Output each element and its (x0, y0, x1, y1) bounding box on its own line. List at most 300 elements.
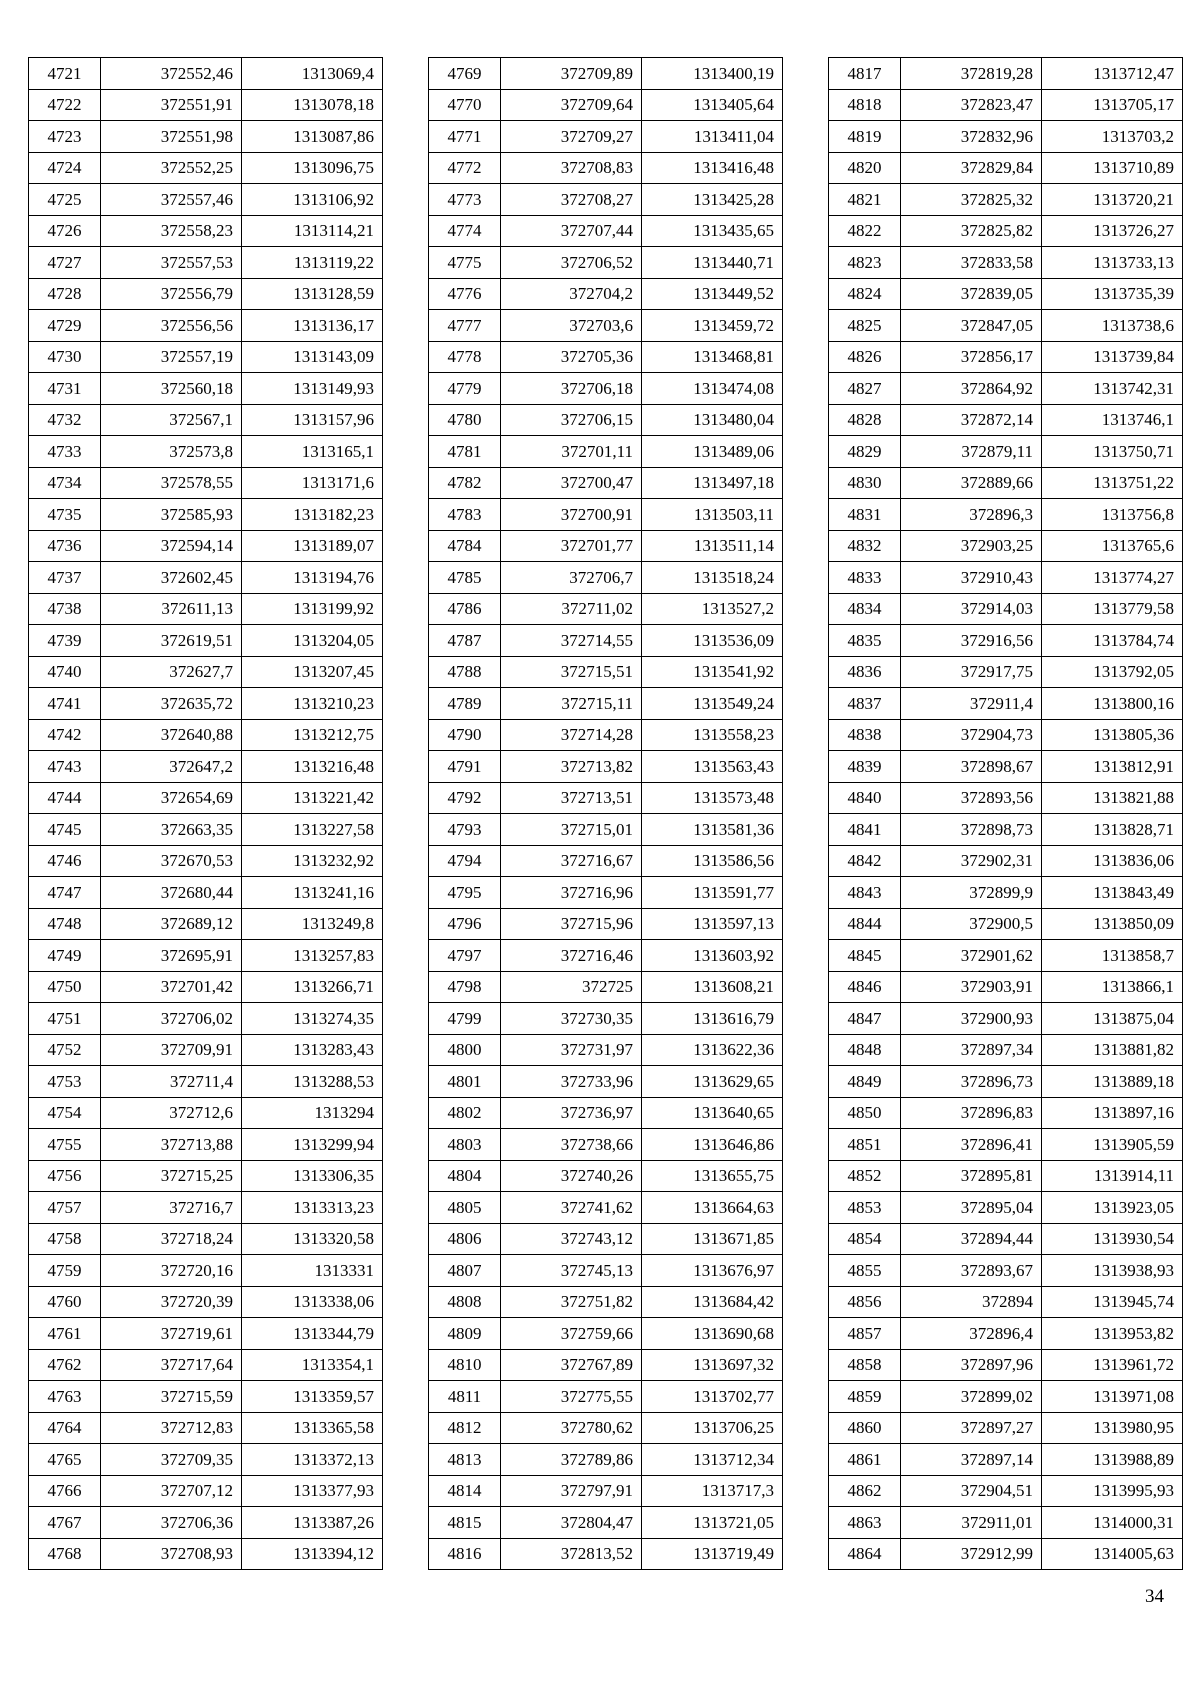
x-coordinate-cell: 372715,11 (501, 688, 642, 720)
point-number-cell: 4788 (429, 656, 501, 688)
y-coordinate-cell: 1313905,59 (1042, 1129, 1183, 1161)
point-number-cell: 4800 (429, 1034, 501, 1066)
table-row (429, 89, 783, 121)
point-number-cell: 4772 (429, 152, 501, 184)
x-coordinate-cell: 372715,25 (101, 1160, 242, 1192)
table-row (429, 877, 783, 909)
x-coordinate-cell: 372706,7 (501, 562, 642, 594)
y-coordinate-cell: 1313640,65 (642, 1097, 783, 1129)
x-coordinate-cell: 372718,24 (101, 1223, 242, 1255)
x-coordinate-cell: 372897,96 (901, 1349, 1042, 1381)
table-row (829, 152, 1183, 184)
table-row (429, 184, 783, 216)
table-row (829, 1255, 1183, 1287)
table-row (829, 1538, 1183, 1570)
y-coordinate-cell: 1313945,74 (1042, 1286, 1183, 1318)
y-coordinate-cell: 1313257,83 (242, 940, 383, 972)
table-row (429, 1349, 783, 1381)
point-number-cell: 4814 (429, 1475, 501, 1507)
table-row (29, 1381, 383, 1413)
point-number-cell: 4789 (429, 688, 501, 720)
table-row (29, 719, 383, 751)
point-number-cell: 4791 (429, 751, 501, 783)
table-row (29, 152, 383, 184)
point-number-cell: 4766 (29, 1475, 101, 1507)
y-coordinate-cell: 1313608,21 (642, 971, 783, 1003)
y-coordinate-cell: 1313338,06 (242, 1286, 383, 1318)
y-coordinate-cell: 1313676,97 (642, 1255, 783, 1287)
x-coordinate-cell: 372707,44 (501, 215, 642, 247)
y-coordinate-cell: 1313194,76 (242, 562, 383, 594)
y-coordinate-cell: 1313751,22 (1042, 467, 1183, 499)
point-number-cell: 4861 (829, 1444, 901, 1476)
point-number-cell: 4799 (429, 1003, 501, 1035)
x-coordinate-cell: 372912,99 (901, 1538, 1042, 1570)
coordinate-table-2 (428, 57, 783, 1570)
x-coordinate-cell: 372894 (901, 1286, 1042, 1318)
x-coordinate-cell: 372879,11 (901, 436, 1042, 468)
y-coordinate-cell: 1313480,04 (642, 404, 783, 436)
x-coordinate-cell: 372856,17 (901, 341, 1042, 373)
y-coordinate-cell: 1313739,84 (1042, 341, 1183, 373)
y-coordinate-cell: 1313354,1 (242, 1349, 383, 1381)
table-row (29, 467, 383, 499)
table-row (29, 625, 383, 657)
x-coordinate-cell: 372730,35 (501, 1003, 642, 1035)
y-coordinate-cell: 1313721,05 (642, 1507, 783, 1539)
x-coordinate-cell: 372654,69 (101, 782, 242, 814)
x-coordinate-cell: 372720,16 (101, 1255, 242, 1287)
x-coordinate-cell: 372701,77 (501, 530, 642, 562)
x-coordinate-cell: 372711,4 (101, 1066, 242, 1098)
y-coordinate-cell: 1313779,58 (1042, 593, 1183, 625)
y-coordinate-cell: 1313671,85 (642, 1223, 783, 1255)
x-coordinate-cell: 372627,7 (101, 656, 242, 688)
point-number-cell: 4801 (429, 1066, 501, 1098)
point-number-cell: 4744 (29, 782, 101, 814)
table-row (429, 688, 783, 720)
y-coordinate-cell: 1313655,75 (642, 1160, 783, 1192)
y-coordinate-cell: 1313563,43 (642, 751, 783, 783)
y-coordinate-cell: 1313646,86 (642, 1129, 783, 1161)
x-coordinate-cell: 372897,14 (901, 1444, 1042, 1476)
x-coordinate-cell: 372700,47 (501, 467, 642, 499)
x-coordinate-cell: 372829,84 (901, 152, 1042, 184)
y-coordinate-cell: 1313953,82 (1042, 1318, 1183, 1350)
point-number-cell: 4734 (29, 467, 101, 499)
y-coordinate-cell: 1313792,05 (1042, 656, 1183, 688)
y-coordinate-cell: 1313227,58 (242, 814, 383, 846)
table-row (829, 310, 1183, 342)
x-coordinate-cell: 372898,73 (901, 814, 1042, 846)
table-row (829, 184, 1183, 216)
table-row (829, 1034, 1183, 1066)
y-coordinate-cell: 1313961,72 (1042, 1349, 1183, 1381)
y-coordinate-cell: 1313800,16 (1042, 688, 1183, 720)
point-number-cell: 4806 (429, 1223, 501, 1255)
x-coordinate-cell: 372833,58 (901, 247, 1042, 279)
point-number-cell: 4765 (29, 1444, 101, 1476)
point-number-cell: 4748 (29, 908, 101, 940)
y-coordinate-cell: 1313889,18 (1042, 1066, 1183, 1098)
x-coordinate-cell: 372902,31 (901, 845, 1042, 877)
y-coordinate-cell: 1313497,18 (642, 467, 783, 499)
y-coordinate-cell: 1313750,71 (1042, 436, 1183, 468)
y-coordinate-cell: 1313171,6 (242, 467, 383, 499)
point-number-cell: 4746 (29, 845, 101, 877)
table-row (829, 593, 1183, 625)
table-row (29, 1066, 383, 1098)
y-coordinate-cell: 1313266,71 (242, 971, 383, 1003)
point-number-cell: 4842 (829, 845, 901, 877)
table-row (29, 1475, 383, 1507)
point-number-cell: 4726 (29, 215, 101, 247)
x-coordinate-cell: 372689,12 (101, 908, 242, 940)
x-coordinate-cell: 372706,15 (501, 404, 642, 436)
point-number-cell: 4741 (29, 688, 101, 720)
point-number-cell: 4843 (829, 877, 901, 909)
x-coordinate-cell: 372557,46 (101, 184, 242, 216)
table-row (429, 971, 783, 1003)
x-coordinate-cell: 372717,64 (101, 1349, 242, 1381)
x-coordinate-cell: 372695,91 (101, 940, 242, 972)
x-coordinate-cell: 372804,47 (501, 1507, 642, 1539)
y-coordinate-cell: 1313511,14 (642, 530, 783, 562)
y-coordinate-cell: 1313923,05 (1042, 1192, 1183, 1224)
y-coordinate-cell: 1313746,1 (1042, 404, 1183, 436)
y-coordinate-cell: 1313459,72 (642, 310, 783, 342)
point-number-cell: 4804 (429, 1160, 501, 1192)
y-coordinate-cell: 1313182,23 (242, 499, 383, 531)
x-coordinate-cell: 372704,2 (501, 278, 642, 310)
point-number-cell: 4761 (29, 1318, 101, 1350)
table-row (829, 1097, 1183, 1129)
y-coordinate-cell: 1313216,48 (242, 751, 383, 783)
x-coordinate-cell: 372705,36 (501, 341, 642, 373)
x-coordinate-cell: 372670,53 (101, 845, 242, 877)
x-coordinate-cell: 372823,47 (901, 89, 1042, 121)
table-row (29, 184, 383, 216)
table-row (29, 1255, 383, 1287)
point-number-cell: 4841 (829, 814, 901, 846)
point-number-cell: 4853 (829, 1192, 901, 1224)
x-coordinate-cell: 372797,91 (501, 1475, 642, 1507)
x-coordinate-cell: 372751,82 (501, 1286, 642, 1318)
y-coordinate-cell: 1313114,21 (242, 215, 383, 247)
x-coordinate-cell: 372709,27 (501, 121, 642, 153)
point-number-cell: 4854 (829, 1223, 901, 1255)
point-number-cell: 4783 (429, 499, 501, 531)
y-coordinate-cell: 1313527,2 (642, 593, 783, 625)
y-coordinate-cell: 1313365,58 (242, 1412, 383, 1444)
point-number-cell: 4815 (429, 1507, 501, 1539)
table-row (429, 1286, 783, 1318)
x-coordinate-cell: 372903,91 (901, 971, 1042, 1003)
point-number-cell: 4860 (829, 1412, 901, 1444)
point-number-cell: 4728 (29, 278, 101, 310)
x-coordinate-cell: 372736,97 (501, 1097, 642, 1129)
x-coordinate-cell: 372716,67 (501, 845, 642, 877)
point-number-cell: 4802 (429, 1097, 501, 1129)
table-row (829, 877, 1183, 909)
table-row (429, 1507, 783, 1539)
y-coordinate-cell: 1313249,8 (242, 908, 383, 940)
point-number-cell: 4731 (29, 373, 101, 405)
table-row (429, 1475, 783, 1507)
y-coordinate-cell: 1313875,04 (1042, 1003, 1183, 1035)
x-coordinate-cell: 372703,6 (501, 310, 642, 342)
table-row (429, 278, 783, 310)
x-coordinate-cell: 372647,2 (101, 751, 242, 783)
y-coordinate-cell: 1313971,08 (1042, 1381, 1183, 1413)
point-number-cell: 4727 (29, 247, 101, 279)
point-number-cell: 4735 (29, 499, 101, 531)
table-row (829, 562, 1183, 594)
y-coordinate-cell: 1313359,57 (242, 1381, 383, 1413)
table-row (29, 877, 383, 909)
table-row (29, 1003, 383, 1035)
table-row (429, 814, 783, 846)
y-coordinate-cell: 1313331 (242, 1255, 383, 1287)
x-coordinate-cell: 372889,66 (901, 467, 1042, 499)
x-coordinate-cell: 372701,42 (101, 971, 242, 1003)
y-coordinate-cell: 1313435,65 (642, 215, 783, 247)
table-row (829, 751, 1183, 783)
point-number-cell: 4723 (29, 121, 101, 153)
table-row (829, 215, 1183, 247)
x-coordinate-cell: 372864,92 (901, 373, 1042, 405)
y-coordinate-cell: 1313703,2 (1042, 121, 1183, 153)
x-coordinate-cell: 372701,11 (501, 436, 642, 468)
x-coordinate-cell: 372716,7 (101, 1192, 242, 1224)
point-number-cell: 4838 (829, 719, 901, 751)
y-coordinate-cell: 1313096,75 (242, 152, 383, 184)
table-row (29, 373, 383, 405)
table-row (829, 719, 1183, 751)
table-row (829, 1003, 1183, 1035)
table-row (29, 215, 383, 247)
table-row (429, 751, 783, 783)
table-row (829, 845, 1183, 877)
point-number-cell: 4794 (429, 845, 501, 877)
table-row (429, 1034, 783, 1066)
y-coordinate-cell: 1313425,28 (642, 184, 783, 216)
x-coordinate-cell: 372917,75 (901, 656, 1042, 688)
x-coordinate-cell: 372911,01 (901, 1507, 1042, 1539)
y-coordinate-cell: 1313212,75 (242, 719, 383, 751)
point-number-cell: 4832 (829, 530, 901, 562)
table-row (29, 971, 383, 1003)
y-coordinate-cell: 1313306,35 (242, 1160, 383, 1192)
y-coordinate-cell: 1313199,92 (242, 593, 383, 625)
y-coordinate-cell: 1313710,89 (1042, 152, 1183, 184)
page-number: 34 (1145, 1586, 1164, 1607)
x-coordinate-cell: 372825,32 (901, 184, 1042, 216)
y-coordinate-cell: 1313165,1 (242, 436, 383, 468)
table-row (429, 58, 783, 90)
table-row (29, 1129, 383, 1161)
table-row (829, 625, 1183, 657)
point-number-cell: 4749 (29, 940, 101, 972)
point-number-cell: 4756 (29, 1160, 101, 1192)
table-row (29, 1507, 383, 1539)
table-row (429, 1318, 783, 1350)
point-number-cell: 4831 (829, 499, 901, 531)
y-coordinate-cell: 1313850,09 (1042, 908, 1183, 940)
x-coordinate-cell: 372573,8 (101, 436, 242, 468)
point-number-cell: 4811 (429, 1381, 501, 1413)
table-row (29, 1412, 383, 1444)
y-coordinate-cell: 1313489,06 (642, 436, 783, 468)
table-row (429, 341, 783, 373)
y-coordinate-cell: 1313733,13 (1042, 247, 1183, 279)
point-number-cell: 4773 (429, 184, 501, 216)
point-number-cell: 4828 (829, 404, 901, 436)
y-coordinate-cell: 1313726,27 (1042, 215, 1183, 247)
y-coordinate-cell: 1313394,12 (242, 1538, 383, 1570)
x-coordinate-cell: 372720,39 (101, 1286, 242, 1318)
table-row (429, 310, 783, 342)
point-number-cell: 4757 (29, 1192, 101, 1224)
point-number-cell: 4836 (829, 656, 901, 688)
table-row (829, 1192, 1183, 1224)
point-number-cell: 4743 (29, 751, 101, 783)
x-coordinate-cell: 372745,13 (501, 1255, 642, 1287)
y-coordinate-cell: 1313207,45 (242, 656, 383, 688)
point-number-cell: 4774 (429, 215, 501, 247)
x-coordinate-cell: 372740,26 (501, 1160, 642, 1192)
x-coordinate-cell: 372895,04 (901, 1192, 1042, 1224)
point-number-cell: 4747 (29, 877, 101, 909)
y-coordinate-cell: 1313573,48 (642, 782, 783, 814)
x-coordinate-cell: 372713,82 (501, 751, 642, 783)
y-coordinate-cell: 1313344,79 (242, 1318, 383, 1350)
point-number-cell: 4810 (429, 1349, 501, 1381)
table-row (829, 278, 1183, 310)
x-coordinate-cell: 372709,91 (101, 1034, 242, 1066)
point-number-cell: 4784 (429, 530, 501, 562)
table-row (429, 719, 783, 751)
table-row (429, 782, 783, 814)
table-row (429, 467, 783, 499)
point-number-cell: 4821 (829, 184, 901, 216)
table-row (29, 1444, 383, 1476)
point-number-cell: 4833 (829, 562, 901, 594)
point-number-cell: 4857 (829, 1318, 901, 1350)
table-row (829, 1349, 1183, 1381)
point-number-cell: 4753 (29, 1066, 101, 1098)
point-number-cell: 4770 (429, 89, 501, 121)
table-row (29, 121, 383, 153)
x-coordinate-cell: 372872,14 (901, 404, 1042, 436)
y-coordinate-cell: 1313221,42 (242, 782, 383, 814)
table-row (29, 1160, 383, 1192)
point-number-cell: 4825 (829, 310, 901, 342)
table-row (429, 373, 783, 405)
table-row (829, 1286, 1183, 1318)
point-number-cell: 4736 (29, 530, 101, 562)
x-coordinate-cell: 372900,93 (901, 1003, 1042, 1035)
table-row (29, 530, 383, 562)
point-number-cell: 4858 (829, 1349, 901, 1381)
point-number-cell: 4739 (29, 625, 101, 657)
y-coordinate-cell: 1313988,89 (1042, 1444, 1183, 1476)
x-coordinate-cell: 372706,02 (101, 1003, 242, 1035)
table-row (829, 940, 1183, 972)
point-number-cell: 4737 (29, 562, 101, 594)
point-number-cell: 4826 (829, 341, 901, 373)
x-coordinate-cell: 372551,91 (101, 89, 242, 121)
point-number-cell: 4856 (829, 1286, 901, 1318)
y-coordinate-cell: 1313821,88 (1042, 782, 1183, 814)
x-coordinate-cell: 372714,28 (501, 719, 642, 751)
table-row (429, 1160, 783, 1192)
table-row (29, 940, 383, 972)
y-coordinate-cell: 1313189,07 (242, 530, 383, 562)
x-coordinate-cell: 372719,61 (101, 1318, 242, 1350)
table-row (29, 310, 383, 342)
y-coordinate-cell: 1313549,24 (642, 688, 783, 720)
point-number-cell: 4852 (829, 1160, 901, 1192)
point-number-cell: 4785 (429, 562, 501, 594)
table-row (429, 593, 783, 625)
x-coordinate-cell: 372894,44 (901, 1223, 1042, 1255)
y-coordinate-cell: 1313742,31 (1042, 373, 1183, 405)
x-coordinate-cell: 372556,79 (101, 278, 242, 310)
y-coordinate-cell: 1313717,3 (642, 1475, 783, 1507)
table-row (429, 404, 783, 436)
point-number-cell: 4796 (429, 908, 501, 940)
x-coordinate-cell: 372819,28 (901, 58, 1042, 90)
table-row (429, 625, 783, 657)
table-row (429, 1381, 783, 1413)
table-row (29, 247, 383, 279)
table-row (829, 499, 1183, 531)
point-number-cell: 4768 (29, 1538, 101, 1570)
x-coordinate-cell: 372602,45 (101, 562, 242, 594)
y-coordinate-cell: 1313558,23 (642, 719, 783, 751)
coordinate-table-1 (28, 57, 383, 1570)
table-row (829, 58, 1183, 90)
point-number-cell: 4827 (829, 373, 901, 405)
table-row (829, 1381, 1183, 1413)
y-coordinate-cell: 1313706,25 (642, 1412, 783, 1444)
point-number-cell: 4855 (829, 1255, 901, 1287)
point-number-cell: 4808 (429, 1286, 501, 1318)
table-row (29, 562, 383, 594)
y-coordinate-cell: 1313784,74 (1042, 625, 1183, 657)
x-coordinate-cell: 372896,4 (901, 1318, 1042, 1350)
table-row (29, 656, 383, 688)
y-coordinate-cell: 1313812,91 (1042, 751, 1183, 783)
x-coordinate-cell: 372901,62 (901, 940, 1042, 972)
y-coordinate-cell: 1313377,93 (242, 1475, 383, 1507)
point-number-cell: 4844 (829, 908, 901, 940)
x-coordinate-cell: 372896,3 (901, 499, 1042, 531)
x-coordinate-cell: 372895,81 (901, 1160, 1042, 1192)
point-number-cell: 4845 (829, 940, 901, 972)
point-number-cell: 4775 (429, 247, 501, 279)
x-coordinate-cell: 372725 (501, 971, 642, 1003)
table-row (29, 341, 383, 373)
x-coordinate-cell: 372557,53 (101, 247, 242, 279)
point-number-cell: 4818 (829, 89, 901, 121)
point-number-cell: 4797 (429, 940, 501, 972)
table-row (829, 1129, 1183, 1161)
y-coordinate-cell: 1313416,48 (642, 152, 783, 184)
x-coordinate-cell: 372706,18 (501, 373, 642, 405)
point-number-cell: 4819 (829, 121, 901, 153)
